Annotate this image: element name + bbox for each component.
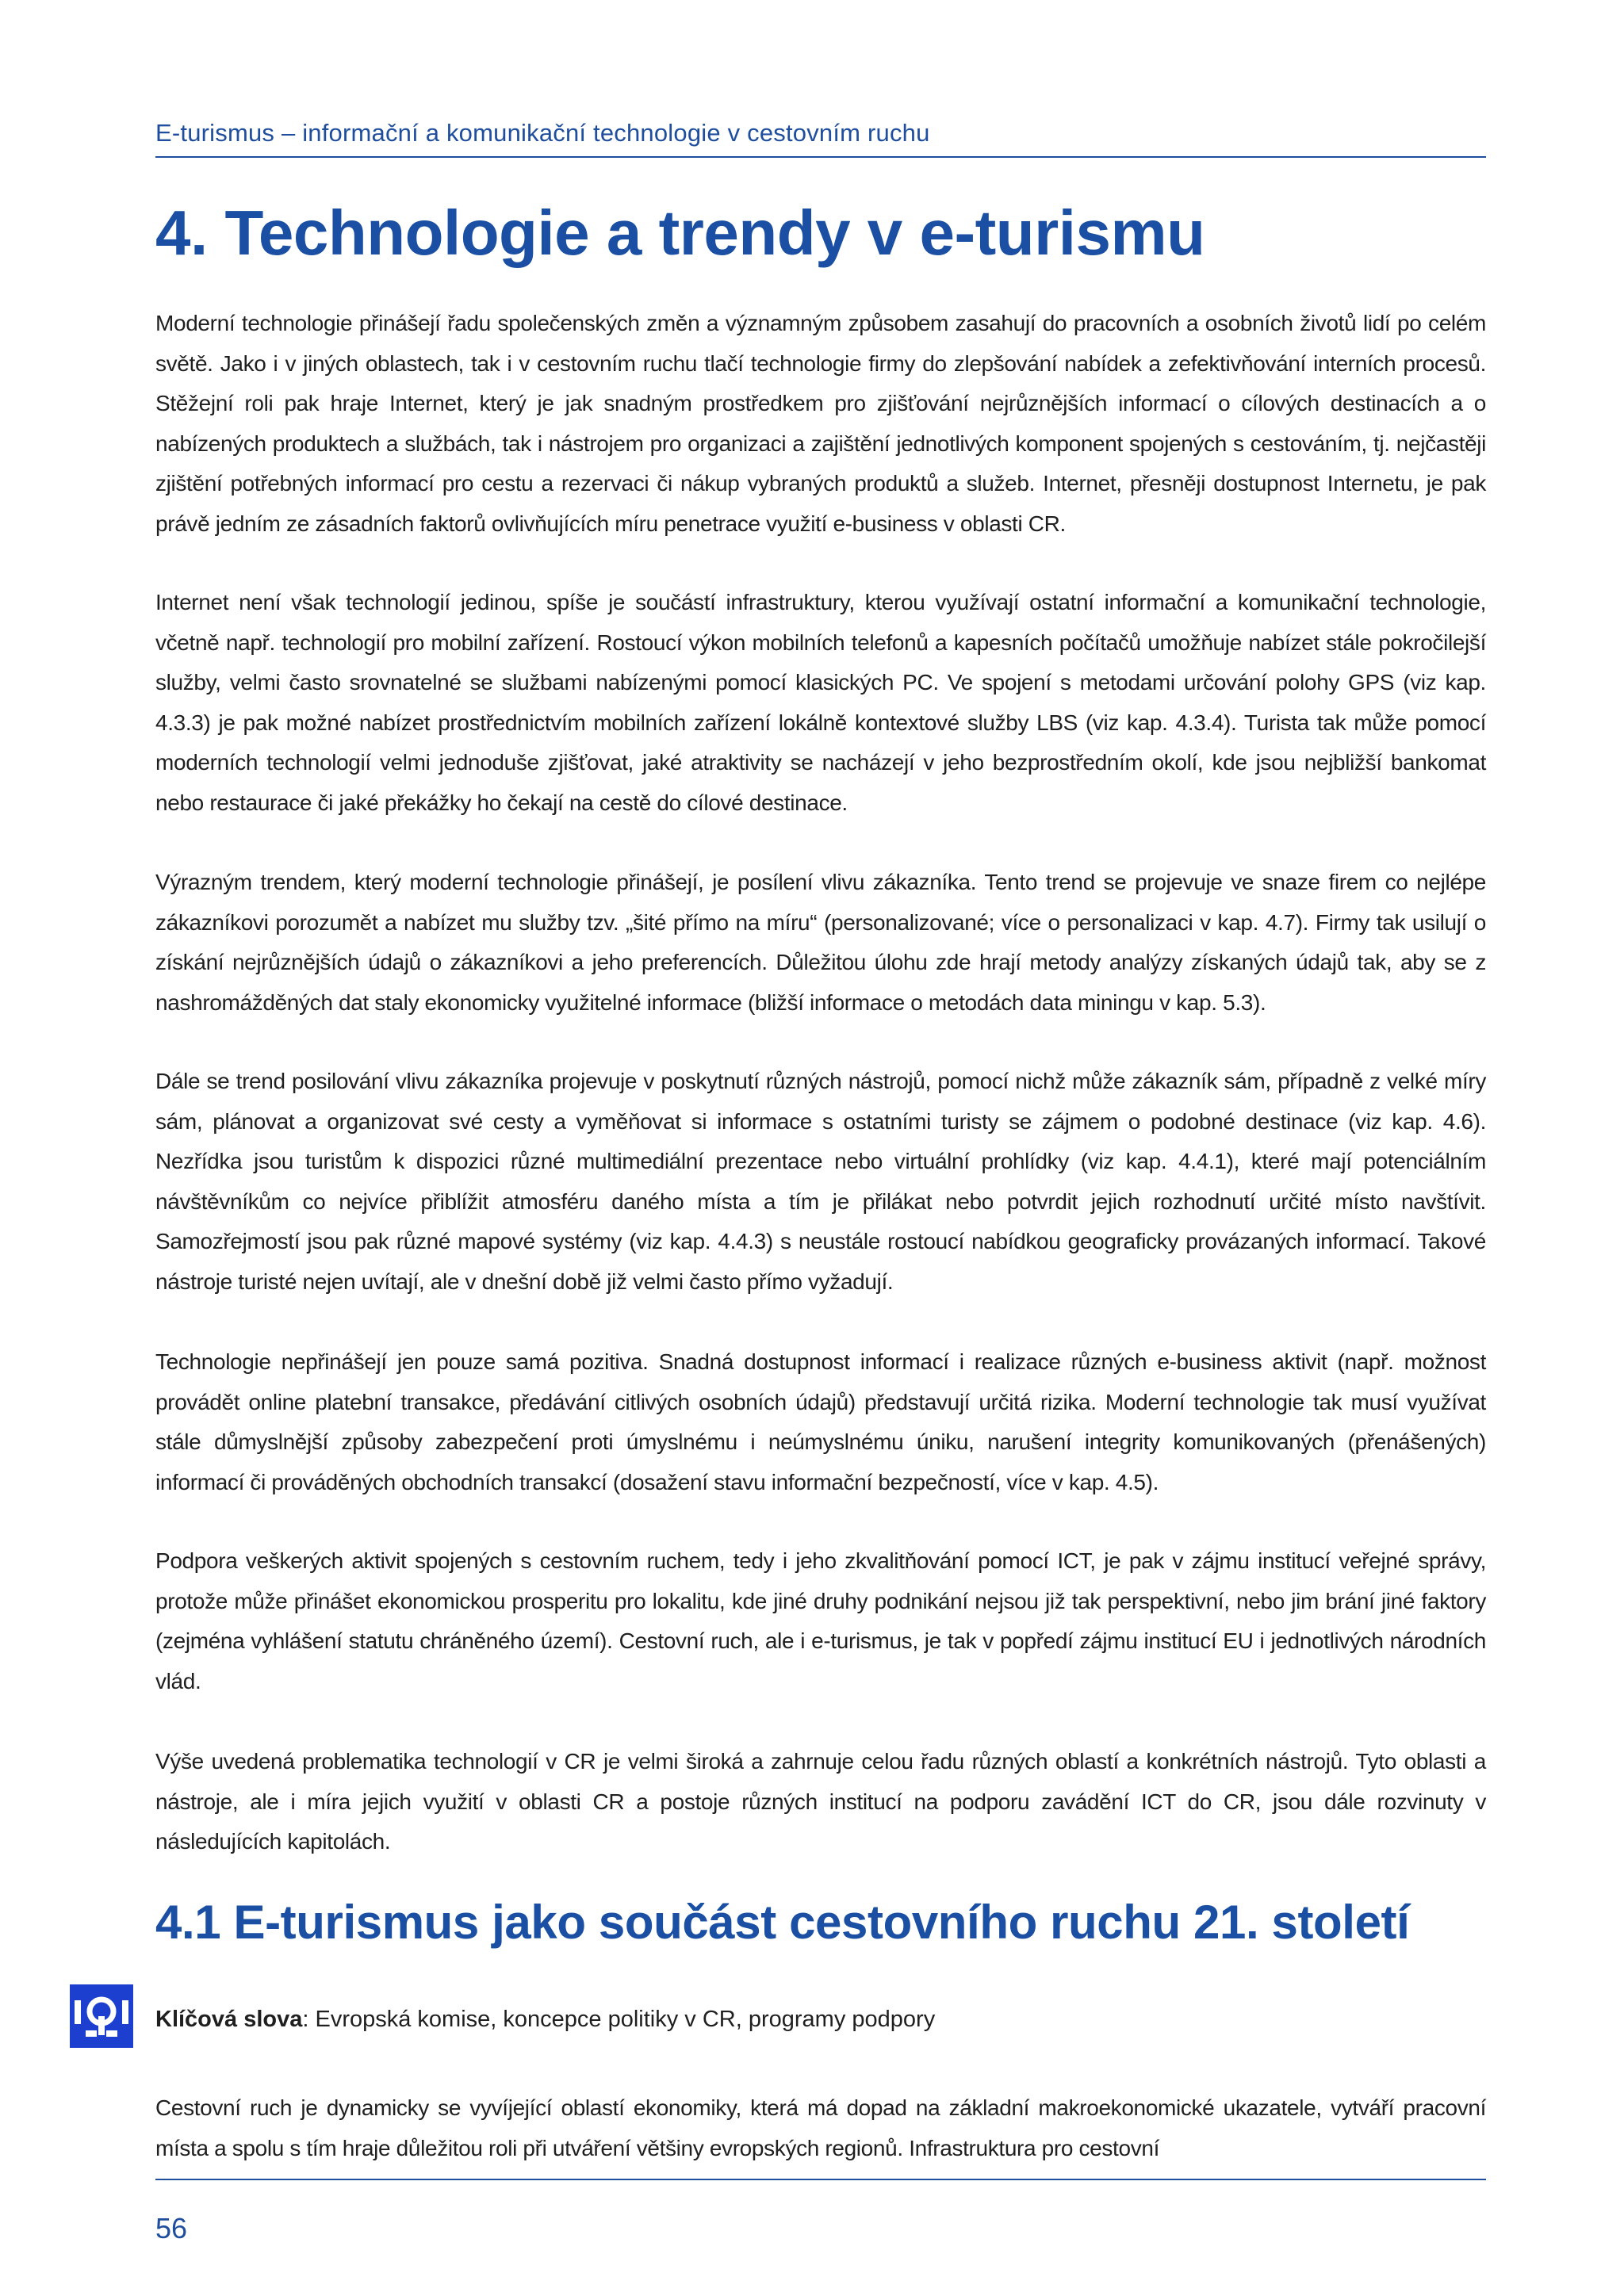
body-paragraph-2: Internet není však technologií jedinou, spíše je součástí infrastruktury, kterou využívají ostatní informační a komunikační technologie, včetně např. technologií pro mobilní zařízení. Rostoucí výkon mobilních telefonů a kapesních počítačů umožňuje nabízet stále pokročilejší služby, velmi často srovnatelné se službami nabízenými pomocí klasických PC. Ve spojení s metodami určování polohy GPS (viz kap. 4.3.3) je pak možné nabízet prostřednictvím mobilních zařízení lokálně kontextové služby LBS (viz kap. 4.3.4). Turista tak může pomocí moderních technologií velmi jednoduše zjišťovat, jaké atraktivity se nacházejí v jeho bezprostředním okolí, kde jsou nejbližší bankomat nebo restaurace či jaké překážky ho čekají na cestě do cílové destinace. (155, 590, 1486, 815)
keywords-icon (70, 1984, 133, 2048)
body-paragraph-4: Dále se trend posilování vlivu zákazníka projevuje v poskytnutí různých nástrojů, pomocí nichž může zákazník sám, případně z velké míry sám, plánovat a organizovat své cesty a vyměňovat si informace s ostatními turisty se zájmem o podobné destinace (viz kap. 4.6). Nezřídka jsou turistům k dispozici různé multimediální prezentace nebo virtuální prohlídky (viz kap. 4.4.1), které mají potenciálním návštěvníkům co nejvíce přiblížit atmosféru daného místa a tím je přilákat nebo potvrdit jejich rozhodnutí určité místo navštívit. Samozřejmostí jsou pak různé mapové systémy (viz kap. 4.4.3) s neustále rostoucí nabídkou geograficky provázaných informací. Takové nástroje turisté nejen uvítají, ale v dnešní době již velmi často přímo vyžadují. (155, 1069, 1486, 1294)
section-title: 4.1 E-turismus jako součást cestovního ruchu 21. století (155, 1896, 1410, 1949)
body-paragraph-8: Cestovní ruch je dynamicky se vyvíjející oblastí ekonomiky, která má dopad na základní makroekonomické ukazatele, vytváří pracovní místa a spolu s tím hraje důležitou roli při utváření většiny evropských regionů. Infrastruktura pro cestovní (155, 2095, 1486, 2160)
body-paragraph-1: Moderní technologie přinášejí řadu společenských změn a významným způsobem zasahují do pracovních a osobních životů lidí po celém světě. Jako i v jiných oblastech, tak i v cestovním ruchu tlačí technologie firmy do zlepšování nabídek a zefektivňování interních procesů. Stěžejní roli pak hraje Internet, který je jak snadným prostředkem pro zjišťování nejrůznějších informací o cílových destinacích a o nabízených produktech a službách, tak i nástrojem pro organizaci a zajištění jednotlivých komponent spojených s cestováním, tj. nejčastěji zjištění potřebných informací pro cestu a rezervaci či nákup vybraných produktů a služeb. Internet, přesněji dostupnost Internetu, je pak právě jedním ze zásadních faktorů ovlivňujících míru penetrace využití e-business v oblasti CR. (155, 311, 1486, 536)
body-paragraph-5: Technologie nepřinášejí jen pouze samá pozitiva. Snadná dostupnost informací i realizace různých e-business aktivit (např. možnost provádět online platební transakce, předávání citlivých osobních údajů) představují určitá rizika. Moderní technologie tak musí využívat stále důmyslnější způsoby zabezpečení proti úmyslnému i neúmyslnému úniku, narušení integrity komunikovaných (přenášených) informací či prováděných obchodních transakcí (dosažení stavu informační bezpečností, více v kap. 4.5). (155, 1349, 1486, 1494)
page-number: 56 (155, 2212, 188, 2244)
chapter-title: 4. Technologie a trendy v e-turismu (155, 197, 1205, 268)
running-header: E-turismus – informační a komunikační technologie v cestovním ruchu (155, 119, 930, 147)
body-paragraph-3: Výrazným trendem, který moderní technologie přinášejí, je posílení vlivu zákazníka. Tento trend se projevuje ve snaze firem co nejlépe zákazníkovi porozumět a nabízet mu služby tzv. „šité přímo na míru“ (personalizované; více o personalizaci v kap. 4.7). Firmy tak usilují o získání nejrůznějších údajů o zákazníkovi a jeho preferencích. Důležitou úlohu zde hrají metody analýzy získaných údajů tak, aby se z nashromážděných dat staly ekonomicky využitelné informace (bližší informace o metodách data miningu v kap. 5.3). (155, 870, 1486, 1015)
keywords-value: : Evropská komise, koncepce politiky v CR, programy podpory (302, 2007, 936, 2032)
keywords-line (155, 1999, 935, 2039)
body-paragraph-7: Výše uvedená problematika technologií v CR je velmi široká a zahrnuje celou řadu různých oblastí a konkrétních nástrojů. Tyto oblasti a nástroje, ale i míra jejich využití v oblasti CR a postoje různých institucí na podporu zavádění ICT do CR, jsou dále rozvinuty v následujících kapitolách. (155, 1749, 1486, 1854)
keywords-label: Klíčová slova (155, 2007, 303, 2032)
body-paragraph-6: Podpora veškerých aktivit spojených s cestovním ruchem, tedy i jeho zkvalitňování pomocí ICT, je pak v zájmu institucí veřejné správy, protože může přinášet ekonomickou prosperitu pro lokalitu, kde jiné druhy podnikání nejsou již tak perspektivní, nebo jim brání jiné faktory (zejména vyhlášení statutu chráněného území). Cestovní ruch, ale i e-turismus, je tak v popředí zájmu institucí EU i jednotlivých národních vlád. (155, 1548, 1486, 1693)
header-rule (155, 156, 1486, 158)
footer-rule (155, 2179, 1486, 2180)
